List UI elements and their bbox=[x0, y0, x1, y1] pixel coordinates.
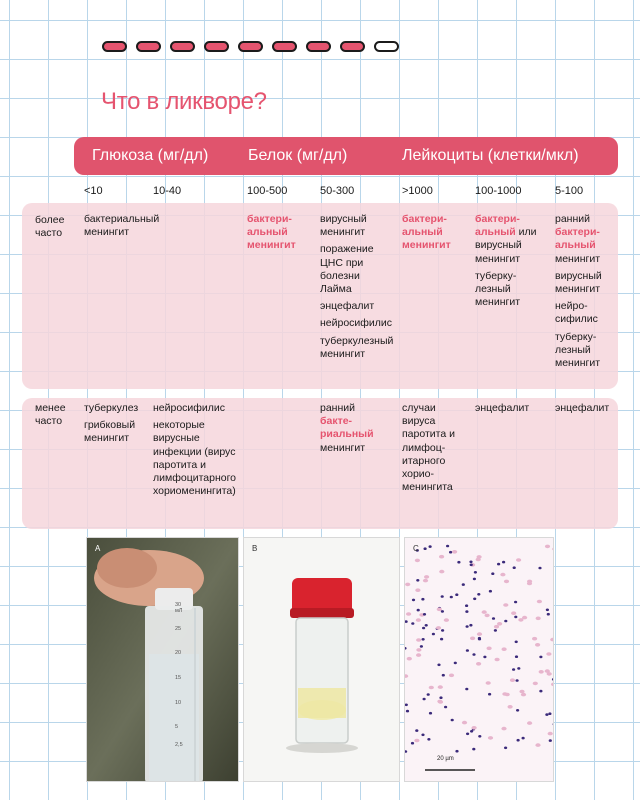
table-cell bbox=[247, 213, 317, 257]
scale-bar-label: 20 µm bbox=[437, 756, 454, 762]
cell-entry bbox=[153, 402, 243, 415]
photo-a-label: A bbox=[95, 544, 101, 553]
cell-dot bbox=[548, 712, 551, 715]
cell-entry bbox=[555, 402, 617, 415]
progress-dot bbox=[340, 41, 365, 52]
cell-dot bbox=[466, 733, 469, 736]
cell-dot bbox=[546, 609, 549, 612]
tube-mark: 30 мЛ bbox=[175, 602, 183, 614]
cell-dot bbox=[472, 748, 475, 751]
cell-dot bbox=[488, 736, 493, 740]
cell-text: менингит bbox=[320, 441, 366, 454]
table-cell bbox=[402, 402, 472, 498]
cell-dot bbox=[437, 700, 442, 704]
cell-dot bbox=[417, 609, 420, 612]
progress-dot bbox=[306, 41, 331, 52]
cell-dot bbox=[438, 685, 443, 689]
cell-dot bbox=[440, 638, 443, 641]
cell-dot bbox=[473, 598, 476, 601]
cell-dot bbox=[414, 739, 419, 743]
progress-dot bbox=[102, 41, 127, 52]
cell-dot bbox=[466, 649, 469, 652]
cell-dot bbox=[444, 618, 449, 622]
highlight-text: бактери- альный менингит bbox=[247, 213, 296, 252]
cell-dot bbox=[469, 624, 472, 627]
range-protein-mid: 50-300 bbox=[320, 185, 355, 197]
cell-dot bbox=[421, 734, 424, 737]
header-protein: Белок (мг/дл) bbox=[248, 147, 348, 164]
cell-dot bbox=[514, 616, 517, 619]
cell-entry bbox=[247, 213, 317, 253]
cell-dot bbox=[455, 750, 458, 753]
table-cell bbox=[153, 402, 243, 502]
tube-mark: 2,5 bbox=[175, 742, 183, 748]
cell-dot bbox=[476, 558, 481, 562]
progress-dot bbox=[170, 41, 195, 52]
table-cell bbox=[555, 213, 617, 374]
cell-dot bbox=[532, 637, 537, 641]
cell-entry bbox=[402, 402, 472, 494]
cell-dot bbox=[407, 657, 412, 661]
tube-mark: 15 bbox=[175, 675, 182, 681]
progress-dot-empty bbox=[374, 41, 399, 52]
cell-dot bbox=[494, 625, 499, 629]
cell-text: нейросифилис bbox=[153, 402, 226, 414]
row-label-rare: менее часто bbox=[35, 402, 66, 427]
cell-text: ранний bbox=[320, 402, 356, 414]
cell-dot bbox=[536, 617, 541, 621]
cell-dot bbox=[422, 638, 425, 641]
cell-dot bbox=[497, 622, 502, 626]
cell-dot bbox=[429, 545, 432, 548]
cell-entry bbox=[84, 402, 150, 415]
photo-c-label: C bbox=[413, 544, 419, 553]
cell-dot bbox=[533, 682, 538, 686]
cell-entry bbox=[320, 317, 400, 330]
cell-dot bbox=[494, 629, 497, 632]
cell-dot bbox=[422, 627, 425, 630]
cell-entry bbox=[402, 213, 472, 253]
table-cell bbox=[555, 402, 617, 419]
range-glucose-mid: 10-40 bbox=[153, 185, 182, 197]
cell-dot bbox=[416, 653, 421, 657]
cell-dot bbox=[449, 674, 454, 678]
cell-dot bbox=[455, 593, 458, 596]
cell-dot bbox=[510, 678, 515, 682]
highlight-text: бакте- риальный bbox=[320, 415, 374, 441]
cell-dot bbox=[504, 580, 509, 584]
cell-dot bbox=[537, 600, 542, 604]
cell-dot bbox=[491, 572, 494, 575]
range-leuko-high: >1000 bbox=[402, 185, 433, 197]
cell-dot bbox=[482, 610, 487, 614]
tube-mark: 20 bbox=[175, 650, 182, 656]
cell-text: вирусный менингит bbox=[320, 213, 367, 239]
cell-text: поражение ЦНС при болезни Лайма bbox=[320, 243, 374, 296]
cell-dot bbox=[442, 674, 445, 677]
cell-dot bbox=[429, 686, 434, 690]
cell-dot bbox=[535, 743, 540, 747]
cell-dot bbox=[502, 561, 505, 564]
cell-dot bbox=[421, 598, 424, 601]
cell-dot bbox=[415, 559, 420, 563]
cell-dot bbox=[406, 710, 409, 713]
cell-dot bbox=[437, 664, 440, 667]
photo-b-label: B bbox=[252, 544, 258, 553]
progress-dot bbox=[272, 41, 297, 52]
table-cell bbox=[475, 402, 553, 419]
cell-text: туберку- лезный менингит bbox=[555, 330, 601, 370]
cell-dot bbox=[501, 727, 506, 731]
cell-text: или вирусный менингит bbox=[475, 226, 537, 265]
cell-entry bbox=[475, 213, 553, 266]
cell-dot bbox=[503, 603, 508, 607]
table-cell bbox=[320, 402, 400, 459]
photo-a bbox=[86, 537, 239, 782]
cell-dot bbox=[424, 575, 429, 579]
cell-entry bbox=[555, 270, 617, 296]
cell-text: туберку- лезный менингит bbox=[475, 269, 521, 309]
cell-text: энцефалит bbox=[475, 402, 530, 414]
cell-dot bbox=[504, 747, 507, 750]
cell-dot bbox=[465, 604, 468, 607]
table-cell bbox=[84, 402, 150, 450]
cell-entry bbox=[320, 243, 400, 296]
cell-dot bbox=[450, 596, 453, 599]
cell-dot bbox=[504, 620, 507, 623]
cell-dot bbox=[425, 624, 428, 627]
cell-dot bbox=[412, 599, 415, 602]
cell-dot bbox=[519, 690, 524, 694]
cell-dot bbox=[416, 618, 421, 622]
table-cell bbox=[320, 213, 400, 365]
cell-dot bbox=[439, 570, 444, 574]
cell-entry bbox=[320, 335, 400, 361]
cell-dot bbox=[469, 561, 472, 564]
cell-dot bbox=[492, 617, 495, 620]
cell-dot bbox=[462, 721, 467, 725]
cell-dot bbox=[423, 698, 426, 701]
photo-c bbox=[404, 537, 554, 782]
cell-dot bbox=[497, 563, 500, 566]
tube-mark: 10 bbox=[175, 700, 182, 706]
cell-dot bbox=[476, 662, 481, 666]
cell-text: нейро- сифилис bbox=[555, 300, 598, 326]
cell-entry bbox=[555, 300, 617, 326]
cell-dot bbox=[502, 647, 507, 651]
cell-dot bbox=[508, 705, 513, 709]
cell-dot bbox=[487, 647, 492, 651]
tube-mark: 25 bbox=[175, 626, 182, 632]
cell-dot bbox=[539, 690, 542, 693]
cell-dot bbox=[512, 668, 515, 671]
cell-entry bbox=[320, 300, 400, 313]
cell-dot bbox=[441, 610, 444, 613]
cell-text: энцефалит bbox=[320, 300, 375, 313]
cell-dot bbox=[548, 732, 553, 736]
range-protein-high: 100-500 bbox=[247, 185, 288, 197]
photo-b-image bbox=[244, 538, 400, 782]
cell-dot bbox=[437, 608, 442, 612]
cell-dot bbox=[545, 669, 550, 673]
cell-dot bbox=[516, 679, 519, 682]
cell-dot bbox=[502, 692, 507, 696]
cell-entry bbox=[153, 419, 243, 498]
range-leuko-mid: 100-1000 bbox=[475, 185, 522, 197]
cell-dot bbox=[432, 633, 435, 636]
cell-text: туберкулезный менингит bbox=[320, 334, 394, 360]
cell-dot bbox=[441, 595, 444, 598]
cell-dot bbox=[415, 729, 418, 732]
cell-dot bbox=[546, 652, 551, 656]
cell-dot bbox=[549, 739, 552, 742]
progress-dots bbox=[102, 41, 399, 52]
cell-dot bbox=[405, 583, 410, 587]
range-leuko-low: 5-100 bbox=[555, 185, 584, 197]
cell-text: бактериальный менингит bbox=[84, 213, 160, 239]
cell-dot bbox=[516, 558, 521, 562]
cell-dot bbox=[424, 547, 427, 550]
cell-dot bbox=[517, 739, 520, 742]
cell-dot bbox=[439, 555, 444, 559]
cell-dot bbox=[485, 614, 490, 618]
cell-dot bbox=[486, 681, 491, 685]
cell-dot bbox=[429, 712, 432, 715]
cell-dot bbox=[522, 737, 525, 740]
cell-dot bbox=[416, 579, 419, 582]
cell-dot bbox=[538, 567, 541, 570]
cell-dot bbox=[527, 582, 532, 586]
cell-dot bbox=[423, 613, 426, 616]
cell-dot bbox=[489, 590, 492, 593]
photo-a-image bbox=[87, 538, 239, 782]
cell-dot bbox=[466, 625, 469, 628]
cell-dot bbox=[441, 629, 444, 632]
cell-dot bbox=[416, 638, 421, 642]
cell-entry bbox=[320, 402, 400, 455]
table-header bbox=[74, 137, 618, 175]
cell-text: вирусный менингит bbox=[555, 269, 602, 296]
progress-dot bbox=[238, 41, 263, 52]
cell-dot bbox=[457, 561, 460, 564]
cell-dot bbox=[473, 578, 476, 581]
cell-dot bbox=[406, 612, 411, 616]
cell-dot bbox=[470, 637, 475, 641]
cell-text: некоторые вирусные инфекции (вирус паротита и лимфоцитарного хориоменингита) bbox=[153, 419, 237, 498]
cell-dot bbox=[527, 721, 532, 725]
row-label-frequent: более часто bbox=[35, 214, 65, 239]
tube-mark: 5 bbox=[175, 724, 179, 730]
range-glucose-low: <10 bbox=[84, 185, 103, 197]
cell-dot bbox=[427, 738, 430, 741]
cell-dot bbox=[465, 610, 468, 613]
cell-dot bbox=[472, 653, 475, 656]
cell-dot bbox=[436, 626, 441, 630]
cell-text: грибковый менингит bbox=[84, 419, 136, 445]
table-cell bbox=[402, 213, 472, 257]
cell-entry bbox=[320, 213, 400, 239]
cell-entry bbox=[555, 331, 617, 371]
cell-dot bbox=[539, 656, 542, 659]
cell-text: менингит bbox=[555, 252, 601, 265]
cell-entry bbox=[475, 402, 553, 415]
cell-entry bbox=[84, 213, 160, 239]
cell-dot bbox=[545, 713, 548, 716]
cell-dot bbox=[477, 593, 480, 596]
cell-text: туберкулез bbox=[84, 402, 139, 414]
cell-dot bbox=[449, 551, 452, 554]
table-cell bbox=[475, 213, 553, 313]
cell-dot bbox=[500, 573, 505, 577]
cell-dot bbox=[535, 643, 540, 647]
cell-dot bbox=[488, 693, 491, 696]
cell-dot bbox=[511, 611, 516, 615]
cell-dot bbox=[516, 709, 519, 712]
cell-entry bbox=[84, 419, 150, 445]
cell-dot bbox=[513, 566, 516, 569]
cell-dot bbox=[515, 655, 518, 658]
cell-dot bbox=[451, 719, 454, 722]
cell-dot bbox=[444, 706, 447, 709]
cell-dot bbox=[515, 641, 518, 644]
table-cell bbox=[84, 213, 160, 243]
cell-dot bbox=[411, 622, 414, 625]
highlight-text: бактери- альный bbox=[475, 213, 520, 239]
cell-dot bbox=[521, 693, 526, 697]
highlight-text: бактери- альный bbox=[555, 226, 600, 252]
cell-dot bbox=[477, 632, 482, 636]
cell-dot bbox=[483, 656, 486, 659]
header-leukocytes: Лейкоциты (клетки/мкл) bbox=[402, 147, 579, 164]
cell-dot bbox=[415, 588, 420, 592]
cell-dot bbox=[452, 550, 457, 554]
cell-text: ранний bbox=[555, 213, 591, 225]
cell-dot bbox=[446, 545, 449, 548]
photo-b bbox=[243, 537, 400, 782]
progress-dot bbox=[136, 41, 161, 52]
highlight-text: бактери- альный менингит bbox=[402, 213, 451, 252]
cell-dot bbox=[474, 571, 477, 574]
cell-dot bbox=[478, 638, 481, 641]
cell-entry bbox=[555, 213, 617, 266]
cell-entry bbox=[475, 270, 553, 310]
page-title: Что в ликворе? bbox=[101, 88, 267, 115]
cell-text: энцефалит bbox=[555, 402, 610, 414]
cell-dot bbox=[465, 688, 468, 691]
cell-dot bbox=[514, 601, 517, 604]
cell-dot bbox=[411, 742, 414, 745]
cell-dot bbox=[427, 693, 430, 696]
cell-dot bbox=[454, 662, 457, 665]
cell-dot bbox=[472, 726, 477, 730]
cell-dot bbox=[439, 696, 442, 699]
cell-dot bbox=[547, 613, 550, 616]
cell-dot bbox=[416, 648, 421, 652]
cell-dot bbox=[539, 670, 544, 674]
cell-text: случаи вируса паротита и лимфоц- итарного хорио- менингита bbox=[402, 402, 455, 494]
cell-dot bbox=[420, 645, 423, 648]
header-glucose: Глюкоза (мг/дл) bbox=[92, 147, 209, 164]
cell-dot bbox=[470, 730, 473, 733]
progress-dot bbox=[204, 41, 229, 52]
cell-dot bbox=[470, 564, 473, 567]
cell-dot bbox=[423, 579, 428, 583]
cell-dot bbox=[478, 735, 481, 738]
cell-dot bbox=[495, 658, 500, 662]
cell-dot bbox=[522, 616, 527, 620]
cell-dot bbox=[517, 667, 520, 670]
cell-dot bbox=[462, 583, 465, 586]
cell-text: нейросифилис bbox=[320, 317, 393, 330]
cell-dot bbox=[545, 545, 550, 549]
photo-c-image bbox=[405, 538, 554, 782]
